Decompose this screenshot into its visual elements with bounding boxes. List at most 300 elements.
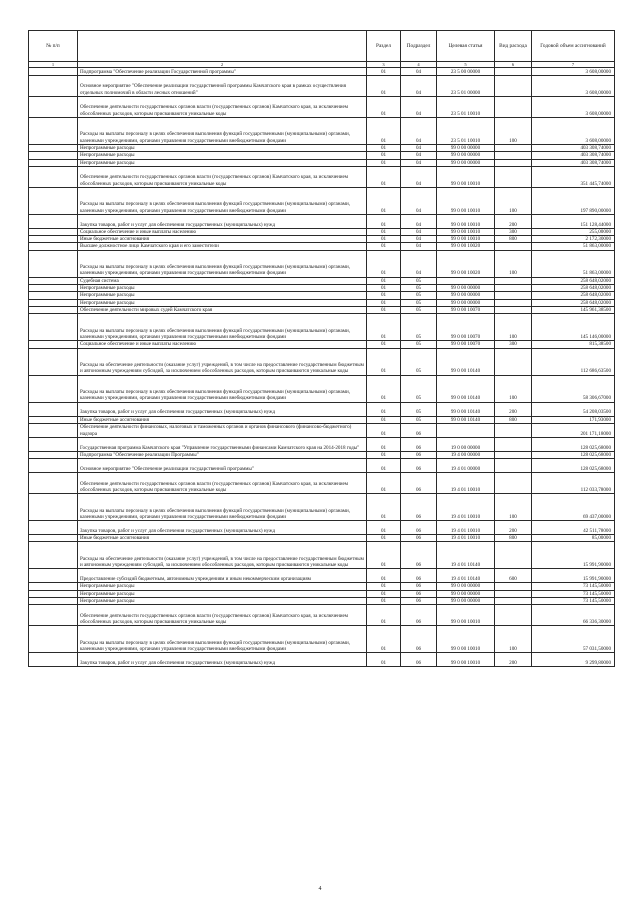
row-subsection: 06 <box>401 459 437 473</box>
row-section: 01 <box>367 437 401 451</box>
table-row <box>29 521 615 535</box>
row-amount: 15 991,90000 <box>532 542 615 569</box>
row-number <box>29 68 78 76</box>
row-target-article: 99 0 00 10010 <box>437 214 495 228</box>
row-amount: 351 445,74000 <box>532 166 615 187</box>
row-subsection: 04 <box>401 228 437 235</box>
row-number <box>29 236 78 243</box>
row-target-article: 23 5 01 10010 <box>437 97 495 118</box>
row-name: Расходы на обеспечение деятельности (оказание услуг) учреждений, в том числе на предоставление государственным бюджетным и автономным учреждениям субсидий, за исключением обособленных расходов, которым присваиваются уникальные коды <box>78 348 367 375</box>
row-section: 01 <box>367 473 401 494</box>
table-row <box>29 314 615 341</box>
row-section: 01 <box>367 152 401 159</box>
row-amount: 171,93000 <box>532 416 615 423</box>
row-name: Непрограммные расходы <box>78 159 367 166</box>
row-amount: 112 686,63500 <box>532 348 615 375</box>
row-amount: 151 128,44000 <box>532 214 615 228</box>
table-row <box>29 76 615 97</box>
row-subsection: 06 <box>401 605 437 626</box>
row-target-article: 99 0 00 10010 <box>437 187 495 214</box>
row-number <box>29 166 78 187</box>
row-section: 01 <box>367 97 401 118</box>
row-number <box>29 473 78 494</box>
row-amount: 73 145,50000 <box>532 583 615 590</box>
row-expense-type <box>495 145 532 152</box>
col-header-volume: Годовой объем ассигнований <box>532 31 615 62</box>
row-name: Расходы на выплаты персоналу в целях обеспечения выполнения функций государственными (муниципальными) органами, казенными учреждениями, органами управления государственными внебюджетными фондами <box>78 375 367 402</box>
row-number <box>29 187 78 214</box>
col-header-target: Целевая статья <box>437 31 495 62</box>
row-target-article: 99 0 00 10010 <box>437 605 495 626</box>
row-subsection: 05 <box>401 299 437 306</box>
table-row <box>29 159 615 166</box>
table-row <box>29 341 615 348</box>
row-name: Закупка товаров, работ и услуг для обеспечения государственных (муниципальных) нужд <box>78 402 367 416</box>
row-subsection: 04 <box>401 76 437 97</box>
row-expense-type <box>495 277 532 284</box>
row-subsection: 04 <box>401 236 437 243</box>
row-section: 01 <box>367 159 401 166</box>
row-number <box>29 292 78 299</box>
row-subsection: 06 <box>401 423 437 437</box>
row-name: Расходы на выплаты персоналу в целях обеспечения выполнения функций государственными (муниципальными) органами, казенными учреждениями, органами управления государственными внебюджетными фондами <box>78 494 367 521</box>
row-target-article: 99 0 00 10140 <box>437 375 495 402</box>
row-section: 01 <box>367 598 401 605</box>
row-subsection: 06 <box>401 569 437 583</box>
table-row <box>29 653 615 667</box>
index-cell: 5 <box>437 62 495 68</box>
row-target-article: 19 4 01 10140 <box>437 542 495 569</box>
row-subsection: 04 <box>401 118 437 145</box>
row-target-article: 99 0 00 00000 <box>437 583 495 590</box>
row-target-article: 19 4 01 10140 <box>437 569 495 583</box>
row-number <box>29 402 78 416</box>
row-subsection: 04 <box>401 152 437 159</box>
row-name: Обеспечение деятельности государственных органов власти (государственных органов) Камчатского края, за исключением обособленных расходов, которым присваиваются уникальные коды <box>78 97 367 118</box>
row-subsection: 05 <box>401 341 437 348</box>
row-expense-type <box>495 292 532 299</box>
row-target-article: 99 0 00 00000 <box>437 159 495 166</box>
row-subsection: 06 <box>401 653 437 667</box>
row-expense-type <box>495 97 532 118</box>
row-subsection: 04 <box>401 145 437 152</box>
row-expense-type <box>495 166 532 187</box>
row-amount: 57 031,50000 <box>532 626 615 653</box>
row-expense-type <box>495 605 532 626</box>
row-number <box>29 521 78 535</box>
row-section: 01 <box>367 535 401 542</box>
row-amount: 51 863,00000 <box>532 243 615 250</box>
row-target-article: 99 0 00 00000 <box>437 590 495 597</box>
row-subsection: 04 <box>401 166 437 187</box>
row-amount: 403 308,74000 <box>532 145 615 152</box>
row-name: Подпрограмма "Обеспечение реализации Программы" <box>78 451 367 458</box>
row-amount: 258 648,02000 <box>532 299 615 306</box>
row-section: 01 <box>367 542 401 569</box>
row-subsection: 06 <box>401 626 437 653</box>
row-amount: 9 299,80000 <box>532 653 615 667</box>
row-target-article: 99 0 00 10020 <box>437 250 495 277</box>
table-row <box>29 402 615 416</box>
table-row <box>29 590 615 597</box>
table-row <box>29 583 615 590</box>
row-number <box>29 348 78 375</box>
table-row <box>29 97 615 118</box>
row-target-article: 99 0 00 10070 <box>437 306 495 313</box>
row-expense-type <box>495 68 532 76</box>
row-name: Судебная система <box>78 277 367 284</box>
row-section: 01 <box>367 250 401 277</box>
row-expense-type: 100 <box>495 375 532 402</box>
row-amount: 42 511,78000 <box>532 521 615 535</box>
row-expense-type <box>495 285 532 292</box>
row-name: Расходы на обеспечение деятельности (оказание услуг) учреждений, в том числе на предоставление государственным бюджетным и автономным учреждениям субсидий, за исключением обособленных расходов, которым присваиваются уникальные коды <box>78 542 367 569</box>
row-target-article: 99 0 00 10140 <box>437 416 495 423</box>
row-subsection: 06 <box>401 494 437 521</box>
row-section: 01 <box>367 494 401 521</box>
row-expense-type <box>495 423 532 437</box>
row-subsection: 04 <box>401 250 437 277</box>
row-amount: 403 308,74000 <box>532 159 615 166</box>
row-amount: 15 991,90000 <box>532 569 615 583</box>
row-target-article: 99 0 00 00000 <box>437 145 495 152</box>
row-number <box>29 598 78 605</box>
table-row <box>29 228 615 235</box>
row-section: 01 <box>367 416 401 423</box>
row-amount: 3 608,00000 <box>532 118 615 145</box>
row-amount: 128 025,68000 <box>532 451 615 458</box>
row-number <box>29 159 78 166</box>
table-body <box>29 68 615 667</box>
row-number <box>29 605 78 626</box>
table-row <box>29 542 615 569</box>
col-header-section: Раздел <box>367 31 401 62</box>
row-section: 01 <box>367 348 401 375</box>
row-target-article: 99 0 00 10140 <box>437 402 495 416</box>
row-amount: 128 025,68000 <box>532 459 615 473</box>
row-section: 01 <box>367 341 401 348</box>
row-name: Расходы на выплаты персоналу в целях обеспечения выполнения функций государственными (муниципальными) органами, казенными учреждениями, органами управления государственными внебюджетными фондами <box>78 314 367 341</box>
row-section: 01 <box>367 76 401 97</box>
row-section: 01 <box>367 314 401 341</box>
row-target-article: 99 0 00 00000 <box>437 152 495 159</box>
row-amount: 3 608,00000 <box>532 97 615 118</box>
table-row <box>29 494 615 521</box>
row-amount: 258 648,02000 <box>532 285 615 292</box>
budget-table <box>28 30 615 667</box>
table-row <box>29 626 615 653</box>
row-target-article: 99 0 00 10070 <box>437 341 495 348</box>
table-row <box>29 118 615 145</box>
row-target-article: 19 4 00 00000 <box>437 451 495 458</box>
row-name: Закупка товаров, работ и услуг для обеспечения государственных (муниципальных) нужд <box>78 521 367 535</box>
row-subsection: 06 <box>401 590 437 597</box>
table-row <box>29 535 615 542</box>
row-expense-type <box>495 590 532 597</box>
row-amount: 3 608,00000 <box>532 68 615 76</box>
row-number <box>29 437 78 451</box>
table-row <box>29 243 615 250</box>
row-name: Расходы на выплаты персоналу в целях обеспечения выполнения функций государственными (муниципальными) органами, казенными учреждениями, органами управления государственными внебюджетными фондами <box>78 626 367 653</box>
row-subsection: 05 <box>401 348 437 375</box>
row-amount: 3 608,00000 <box>532 76 615 97</box>
row-section: 01 <box>367 451 401 458</box>
row-section: 01 <box>367 118 401 145</box>
row-subsection: 06 <box>401 451 437 458</box>
row-expense-type: 100 <box>495 118 532 145</box>
row-section: 01 <box>367 375 401 402</box>
row-expense-type: 100 <box>495 314 532 341</box>
row-number <box>29 569 78 583</box>
table-row <box>29 187 615 214</box>
row-name: Иные бюджетные ассигнования <box>78 236 367 243</box>
row-number <box>29 542 78 569</box>
row-name: Социальное обеспечение и иные выплаты населению <box>78 228 367 235</box>
row-number <box>29 341 78 348</box>
row-expense-type: 200 <box>495 521 532 535</box>
row-section: 01 <box>367 285 401 292</box>
col-header-num: № п/п <box>29 31 78 62</box>
row-name: Непрограммные расходы <box>78 299 367 306</box>
table-row <box>29 416 615 423</box>
table-row <box>29 598 615 605</box>
table-row <box>29 277 615 284</box>
row-name: Предоставление субсидий бюджетным, автономным учреждениям и иным некоммерческим организациям <box>78 569 367 583</box>
table-row <box>29 569 615 583</box>
row-amount: 2 172,30000 <box>532 236 615 243</box>
row-number <box>29 416 78 423</box>
row-subsection: 06 <box>401 473 437 494</box>
row-section: 01 <box>367 145 401 152</box>
row-expense-type <box>495 299 532 306</box>
row-section: 01 <box>367 590 401 597</box>
row-number <box>29 375 78 402</box>
row-amount: 112 033,78000 <box>532 473 615 494</box>
row-expense-type: 100 <box>495 626 532 653</box>
row-subsection: 05 <box>401 306 437 313</box>
row-name: Обеспечение деятельности государственных органов власти (государственных органов) Камчатского края, за исключением обособленных расходов, которым присваиваются уникальные коды <box>78 605 367 626</box>
row-target-article: 99 0 00 00000 <box>437 292 495 299</box>
row-expense-type <box>495 473 532 494</box>
row-name: Расходы на выплаты персоналу в целях обеспечения выполнения функций государственными (муниципальными) органами, казенными учреждениями, органами управления государственными внебюджетными фондами <box>78 187 367 214</box>
row-amount: 815,38500 <box>532 341 615 348</box>
table-row <box>29 250 615 277</box>
row-section: 01 <box>367 236 401 243</box>
row-number <box>29 306 78 313</box>
row-number <box>29 97 78 118</box>
row-name: Социальное обеспечение и иные выплаты населению <box>78 341 367 348</box>
row-expense-type: 200 <box>495 402 532 416</box>
index-cell: 7 <box>532 62 615 68</box>
row-subsection: 06 <box>401 521 437 535</box>
row-number <box>29 626 78 653</box>
row-name: Непрограммные расходы <box>78 152 367 159</box>
row-number <box>29 494 78 521</box>
row-expense-type <box>495 243 532 250</box>
row-name: Обеспечение деятельности государственных органов власти (государственных органов) Камчатского края, за исключением обособленных расходов, которым присваиваются уникальные коды <box>78 166 367 187</box>
table-row <box>29 423 615 437</box>
index-cell: 2 <box>78 62 367 68</box>
row-subsection: 04 <box>401 159 437 166</box>
row-number <box>29 228 78 235</box>
row-amount: 201 171,18000 <box>532 423 615 437</box>
row-section: 01 <box>367 626 401 653</box>
table-row <box>29 68 615 76</box>
row-section: 01 <box>367 214 401 228</box>
row-expense-type: 800 <box>495 416 532 423</box>
row-target-article: 99 0 00 00000 <box>437 285 495 292</box>
col-header-exp-type: Вид расхода <box>495 31 532 62</box>
row-amount: 73 145,50000 <box>532 590 615 597</box>
table-row <box>29 299 615 306</box>
row-subsection: 04 <box>401 243 437 250</box>
row-section: 01 <box>367 187 401 214</box>
row-target-article <box>437 277 495 284</box>
row-name: Высшее должностное лицо Камчатского края и его заместители <box>78 243 367 250</box>
row-amount: 66 336,30000 <box>532 605 615 626</box>
row-target-article: 99 0 00 10020 <box>437 243 495 250</box>
col-header-subsection: Подраздел <box>401 31 437 62</box>
row-target-article: 99 0 00 10010 <box>437 228 495 235</box>
table-row <box>29 166 615 187</box>
row-target-article: 99 0 00 10010 <box>437 236 495 243</box>
table-row <box>29 473 615 494</box>
row-section: 01 <box>367 569 401 583</box>
row-section: 01 <box>367 228 401 235</box>
row-subsection: 05 <box>401 285 437 292</box>
row-amount: 145 961,38500 <box>532 306 615 313</box>
row-name: Обеспечение деятельности государственных органов власти (государственных органов) Камчатского края, за исключением обособленных расходов, которым присваиваются уникальные коды <box>78 473 367 494</box>
row-expense-type: 300 <box>495 341 532 348</box>
row-section: 01 <box>367 653 401 667</box>
row-expense-type <box>495 451 532 458</box>
row-target-article: 23 5 01 10010 <box>437 118 495 145</box>
row-section: 01 <box>367 299 401 306</box>
row-target-article: 99 0 00 10070 <box>437 314 495 341</box>
row-amount: 73 145,50000 <box>532 598 615 605</box>
row-amount: 145 146,00000 <box>532 314 615 341</box>
row-section: 01 <box>367 423 401 437</box>
row-name: Подпрограмма "Обеспечение реализации Государственной программы" <box>78 68 367 76</box>
row-name: Расходы на выплаты персоналу в целях обеспечения выполнения функций государственными (муниципальными) органами, казенными учреждениями, органами управления государственными внебюджетными фондами <box>78 250 367 277</box>
table-row <box>29 145 615 152</box>
row-subsection: 05 <box>401 314 437 341</box>
page-number: 4 <box>318 886 322 892</box>
row-subsection: 04 <box>401 68 437 76</box>
row-number <box>29 314 78 341</box>
row-expense-type <box>495 348 532 375</box>
row-expense-type: 800 <box>495 535 532 542</box>
row-expense-type: 200 <box>495 214 532 228</box>
row-target-article: 19 4 01 10010 <box>437 521 495 535</box>
row-name: Непрограммные расходы <box>78 583 367 590</box>
row-expense-type <box>495 459 532 473</box>
row-subsection: 05 <box>401 375 437 402</box>
table-row <box>29 348 615 375</box>
row-target-article: 19 4 01 00000 <box>437 459 495 473</box>
table-row <box>29 306 615 313</box>
row-expense-type <box>495 306 532 313</box>
row-target-article: 19 4 01 10010 <box>437 535 495 542</box>
row-expense-type <box>495 76 532 97</box>
row-number <box>29 243 78 250</box>
row-expense-type: 800 <box>495 236 532 243</box>
index-cell: 6 <box>495 62 532 68</box>
row-expense-type: 200 <box>495 653 532 667</box>
row-subsection: 05 <box>401 416 437 423</box>
table-row <box>29 152 615 159</box>
row-expense-type <box>495 159 532 166</box>
row-expense-type <box>495 542 532 569</box>
row-expense-type <box>495 152 532 159</box>
row-target-article: 99 0 00 00000 <box>437 598 495 605</box>
row-target-article: 19 4 01 10010 <box>437 473 495 494</box>
row-amount: 128 025,68000 <box>532 437 615 451</box>
row-name: Обеспечение деятельности финансовых, налоговых и таможенных органов и органов финансового (финансово-бюджетного) надзора <box>78 423 367 437</box>
row-name: Государственная программа Камчатского края "Управление государственными финансами Камчатского края на 2014-2018 годы" <box>78 437 367 451</box>
row-expense-type: 100 <box>495 250 532 277</box>
row-number <box>29 451 78 458</box>
row-number <box>29 590 78 597</box>
row-name: Непрограммные расходы <box>78 598 367 605</box>
row-section: 01 <box>367 459 401 473</box>
row-expense-type <box>495 583 532 590</box>
row-target-article: 99 0 00 00000 <box>437 299 495 306</box>
row-number <box>29 583 78 590</box>
row-target-article <box>437 423 495 437</box>
index-cell: 1 <box>29 62 78 68</box>
row-amount: 255,00000 <box>532 228 615 235</box>
row-number <box>29 152 78 159</box>
budget-table-sheet <box>28 30 614 667</box>
table-row <box>29 236 615 243</box>
row-name: Основное мероприятие "Обеспечение реализации государственной программы" <box>78 459 367 473</box>
row-target-article: 23 5 00 00000 <box>437 68 495 76</box>
row-name: Закупка товаров, работ и услуг для обеспечения государственных (муниципальных) нужд <box>78 653 367 667</box>
row-section: 01 <box>367 306 401 313</box>
row-target-article: 23 5 01 00000 <box>437 76 495 97</box>
row-number <box>29 423 78 437</box>
table-row <box>29 437 615 451</box>
row-target-article: 19 4 01 10010 <box>437 494 495 521</box>
row-section: 01 <box>367 583 401 590</box>
row-target-article: 19 0 00 00000 <box>437 437 495 451</box>
row-subsection: 05 <box>401 277 437 284</box>
col-header-name <box>78 31 367 62</box>
row-target-article: 99 0 00 10010 <box>437 653 495 667</box>
row-subsection: 04 <box>401 214 437 228</box>
row-name: Непрограммные расходы <box>78 292 367 299</box>
row-number <box>29 250 78 277</box>
table-row <box>29 375 615 402</box>
row-target-article: 99 0 00 10010 <box>437 626 495 653</box>
row-subsection: 05 <box>401 292 437 299</box>
table-header-row <box>29 31 615 62</box>
row-section: 01 <box>367 166 401 187</box>
row-name: Иные бюджетные ассигнования <box>78 535 367 542</box>
table-row <box>29 451 615 458</box>
row-amount: 197 890,00000 <box>532 187 615 214</box>
row-subsection: 04 <box>401 97 437 118</box>
row-number <box>29 299 78 306</box>
row-subsection: 06 <box>401 535 437 542</box>
row-expense-type <box>495 437 532 451</box>
row-subsection: 06 <box>401 583 437 590</box>
row-section: 01 <box>367 292 401 299</box>
row-section: 01 <box>367 68 401 76</box>
row-subsection: 04 <box>401 187 437 214</box>
row-name: Основное мероприятие "Обеспечение реализации государственной программы Камчатского края в рамках осуществления отдельных полномочий в области лесных отношений" <box>78 76 367 97</box>
